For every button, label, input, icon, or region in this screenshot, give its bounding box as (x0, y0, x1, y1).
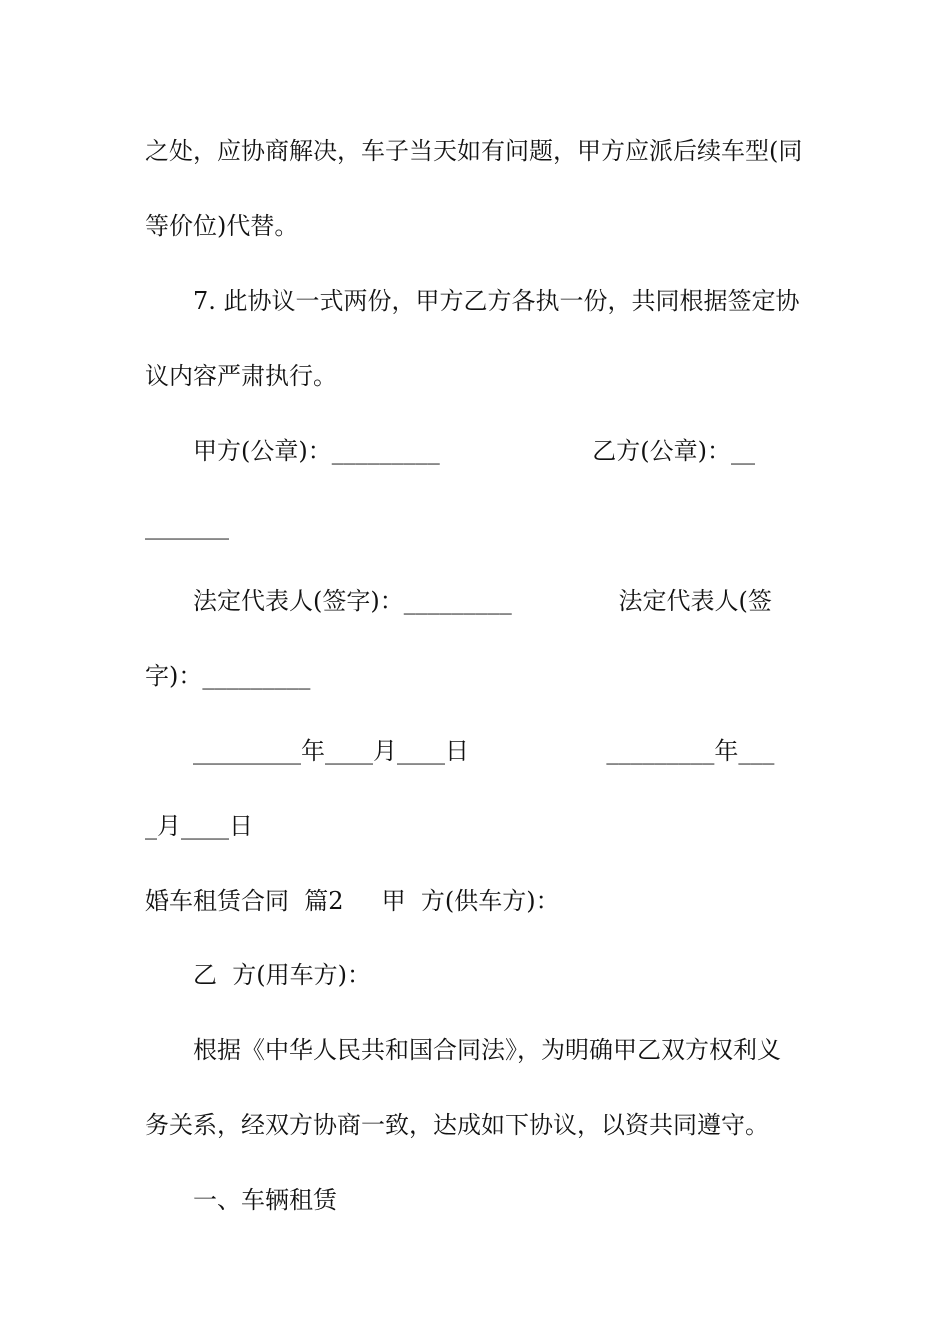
date-line: _________年____月____日 _________年___ (193, 737, 775, 765)
text-line: 字)：_________ (145, 662, 311, 690)
blank-line: _______ (145, 512, 229, 540)
text-line: 务关系，经双方协商一致，达成如下协议，以资共同遵守。 (145, 1111, 769, 1139)
party-b-line: 乙 方(用车方)： (193, 961, 371, 989)
section-heading: 一、车辆租赁 (193, 1186, 337, 1214)
text-line: 议内容严肃执行。 (145, 362, 337, 390)
contract-title-line: 婚车租赁合同 篇2 甲 方(供车方)： (145, 887, 560, 915)
representative-line: 法定代表人(签字)：_________ 法定代表人(签 (193, 587, 772, 615)
preamble-line: 根据《中华人民共和国合同法》，为明确甲乙双方权利义 (193, 1036, 781, 1064)
date-line-continued: _月____日 (145, 812, 253, 840)
text-line: 等价位)代替。 (145, 212, 299, 240)
text-line: 之处，应协商解决，车子当天如有问题，甲方应派后续车型(同 (145, 137, 803, 165)
seal-line: 甲方(公章)：_________ 乙方(公章)：__ (193, 437, 756, 465)
clause-7: 7. 此协议一式两份，甲方乙方各执一份，共同根据签定协 (193, 287, 800, 315)
